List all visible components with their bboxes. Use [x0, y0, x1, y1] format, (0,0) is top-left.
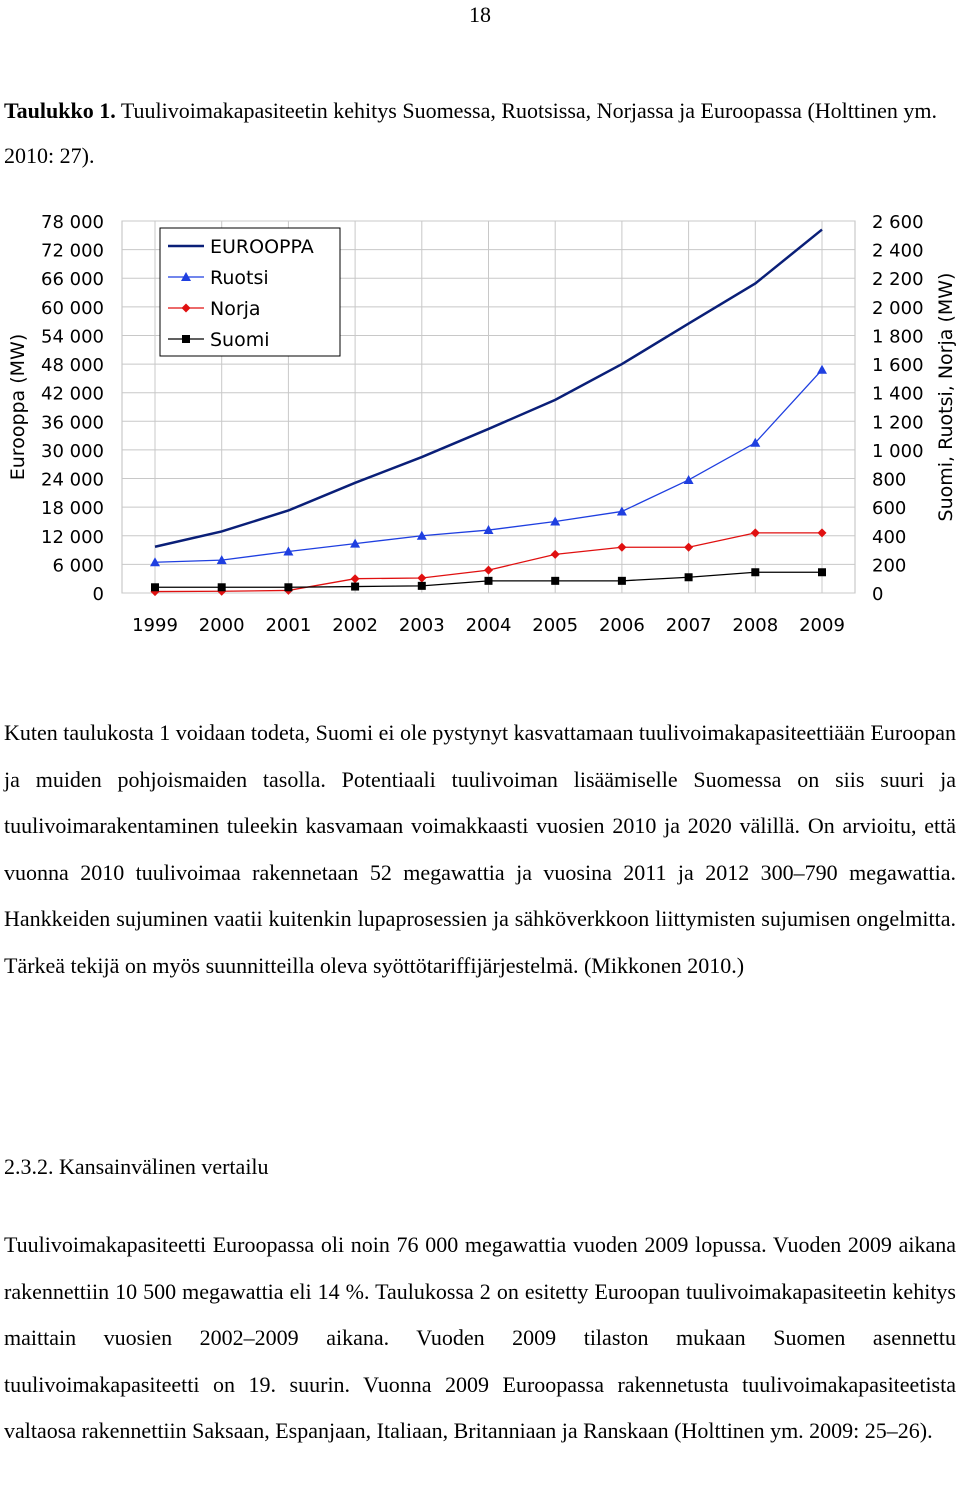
x-tick-label: 2001 — [265, 615, 312, 636]
y-tick-right: 2 600 — [872, 212, 924, 233]
point-suomi — [418, 582, 426, 590]
y-tick-left: 0 — [92, 584, 104, 605]
y-tick-left: 48 000 — [41, 355, 104, 377]
point-suomi — [618, 577, 626, 585]
y-tick-right: 600 — [872, 498, 907, 520]
y-tick-left: 24 000 — [41, 469, 104, 491]
y-tick-left: 42 000 — [41, 383, 104, 405]
point-suomi — [218, 583, 226, 591]
paragraph-international: Tuulivoimakapasiteetti Euroopassa oli noin 76 000 megawattia vuoden 2009 lopussa. Vuoden 2009 aikana rakennettiin 10 500 megawattia eli 14 %. Taulukossa 2 on esitetty Euroopan tuulivoimakapasiteetin kehitys maittain vuosien 2002–2009 aikana. Vuoden 2009 tilaston mukaan Suomen asennettu tuulivoimakapasiteetti on 19. suurin. Vuonna 2009 Euroopassa rakennetusta tuulivoimakapasiteetista valtaosa rakennettiin Saksaan, Espanjaan, Italiaan, Britanniaan ja Ranskaan (Holttinen ym. 2009: 25–26). — [4, 1232, 956, 1443]
y-tick-left: 78 000 — [41, 212, 104, 233]
y-tick-left: 54 000 — [41, 326, 104, 348]
x-tick-label: 1999 — [132, 615, 178, 636]
x-tick-label: 2009 — [799, 615, 845, 636]
legend-marker-suomi — [182, 335, 190, 343]
legend-label-ruotsi: Ruotsi — [210, 267, 269, 289]
paragraph-finland-potential: Kuten taulukosta 1 voidaan todeta, Suomi ei ole pystynyt kasvattamaan tuulivoimakapasiteettiään Euroopan ja muiden pohjoismaiden tasolla. Potentiaali tuulivoiman lisäämiselle Suomessa on siis suuri ja tuulivoimarakentaminen tuleekin kasvamaan voimakkaasti vuosien 2010 ja 2020 välillä. On arvioitu, että vuonna 2010 tuulivoimaa rakennetaan 52 megawattia ja vuosina 2011 ja 2012 300–790 megawattia. Hankkeiden sujuminen vaatii kuitenkin lupaprosessien ja sähköverkkoon liittymisten sujumisen ongelmitta. Tärkeä tekijä on myös suunnitteilla oleva syöttötariffijärjestelmä. (Mikkonen 2010.) — [4, 720, 956, 978]
legend-label-eurooppa: EUROOPPA — [210, 236, 314, 258]
y-tick-right: 800 — [872, 469, 907, 491]
y-tick-left: 72 000 — [41, 240, 104, 262]
x-tick-label: 2007 — [665, 615, 712, 636]
point-suomi — [151, 583, 159, 591]
point-suomi — [751, 568, 759, 576]
x-tick-label: 2005 — [532, 615, 579, 636]
page-number: 18 — [469, 2, 491, 27]
point-suomi — [351, 583, 359, 591]
y-tick-right: 2 000 — [872, 297, 924, 319]
y-axis-label-right: Suomi, Ruotsi, Norja (MW) — [935, 272, 957, 522]
y-tick-right: 1 400 — [872, 383, 924, 405]
y-tick-right: 1 000 — [872, 440, 924, 462]
y-tick-right: 1 200 — [872, 412, 924, 434]
y-tick-left: 66 000 — [41, 269, 104, 291]
point-suomi — [685, 573, 693, 581]
y-axis-label-left: Eurooppa (MW) — [7, 333, 29, 481]
x-tick-label: 2003 — [398, 615, 445, 636]
x-tick-label: 2008 — [732, 615, 779, 636]
y-tick-right: 1 600 — [872, 355, 924, 377]
point-suomi — [485, 577, 493, 585]
y-tick-right: 200 — [872, 555, 907, 577]
section-heading: 2.3.2. Kansainvälinen vertailu — [4, 1154, 269, 1179]
y-tick-left: 30 000 — [41, 440, 104, 462]
legend-label-suomi: Suomi — [210, 329, 270, 351]
capacity-chart — [0, 200, 960, 650]
y-tick-left: 36 000 — [41, 412, 104, 434]
y-tick-right: 2 400 — [872, 240, 924, 262]
x-tick-label: 2000 — [198, 615, 245, 636]
x-tick-label: 2002 — [332, 615, 379, 636]
y-tick-right: 400 — [872, 526, 907, 548]
table-caption — [4, 88, 956, 178]
y-tick-right: 0 — [872, 584, 884, 605]
caption-text: Tuulivoimakapasiteetin kehitys Suomessa, Ruotsissa, Norjassa ja Euroopassa (Holttinen ym. 2010: 27). — [4, 98, 937, 168]
x-tick-label: 2006 — [598, 615, 645, 636]
y-tick-left: 18 000 — [41, 498, 104, 520]
legend-label-norja: Norja — [210, 298, 261, 320]
y-tick-right: 1 800 — [872, 326, 924, 348]
x-tick-label: 2004 — [465, 615, 512, 636]
point-suomi — [551, 577, 559, 585]
caption-label: Taulukko 1. — [4, 98, 116, 123]
point-suomi — [818, 568, 826, 576]
point-suomi — [284, 583, 292, 591]
y-tick-right: 2 200 — [872, 269, 924, 291]
y-tick-left: 12 000 — [41, 526, 104, 548]
y-tick-left: 6 000 — [52, 555, 104, 577]
y-tick-left: 60 000 — [41, 297, 104, 319]
